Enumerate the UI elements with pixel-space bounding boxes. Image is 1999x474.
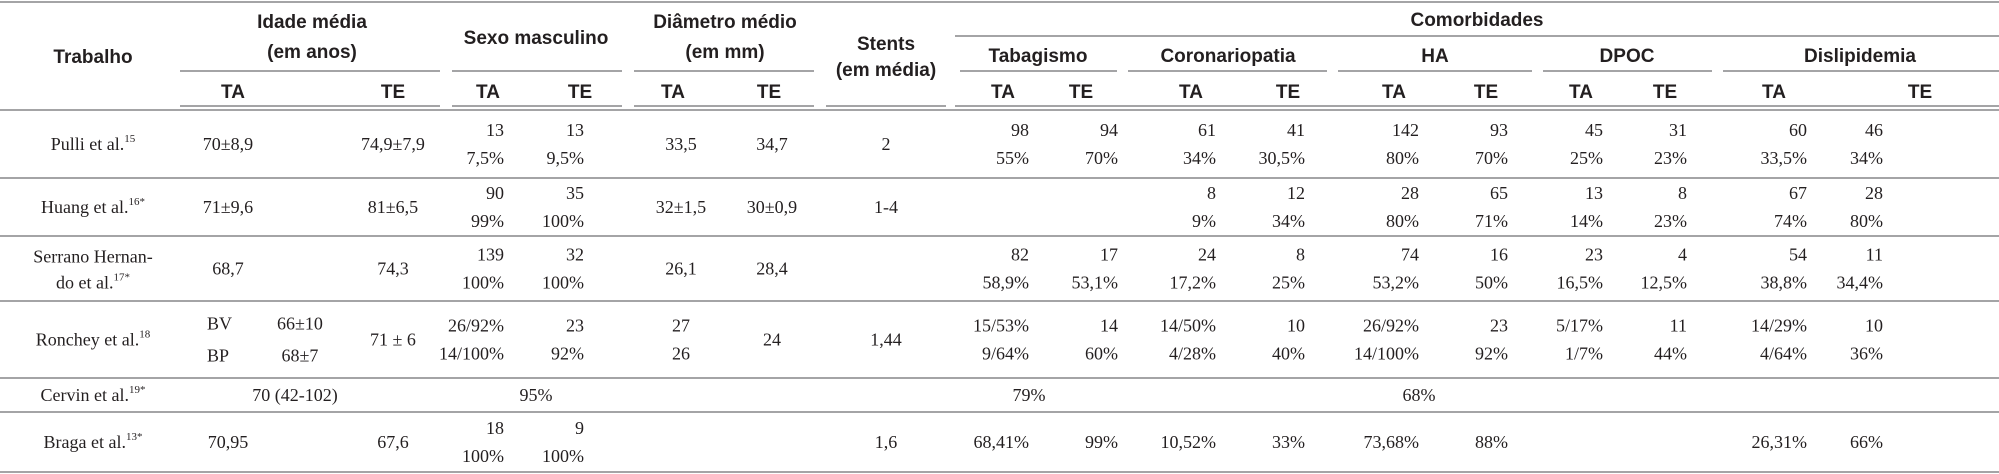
cell-trabalho: Huang et al.$^{16*}$ xyxy=(41,196,145,217)
subheader-sexo-ta: TA xyxy=(476,82,500,103)
cell-dpoc-ta-line1: 5/17% xyxy=(1556,315,1603,336)
cell-idade-ta: 68,7 xyxy=(212,258,244,279)
cell-dis-te-line1: 46 xyxy=(1865,120,1883,140)
cell-stents: 1,44 xyxy=(870,329,902,350)
cell-sexo-span: 95% xyxy=(519,385,553,405)
cell-dis-ta-line2: 33,5% xyxy=(1760,148,1807,168)
cell-comorbidades-ha-span: 68% xyxy=(1402,385,1436,405)
cell-trabalho-ref: 19* xyxy=(128,384,146,396)
cell-dis-te-line1: 28 xyxy=(1865,183,1883,203)
header-sexo: Sexo masculino xyxy=(463,28,609,49)
header-ha: HA xyxy=(1421,46,1449,67)
cell-sexo-ta-line2: 99% xyxy=(471,211,504,231)
cell-idade-bv-label: BV xyxy=(207,313,233,334)
subheader-dpoc-ta: TA xyxy=(1569,82,1593,103)
cell-cor-te-line1: 12 xyxy=(1287,183,1305,203)
table-row xyxy=(51,120,1883,168)
cell-sexo-ta-line2: 7,5% xyxy=(466,148,504,168)
cell-cor-ta-line1: 24 xyxy=(1198,244,1216,265)
cell-idade-bp-value: 68±7 xyxy=(281,345,319,366)
cell-tab-ta-line1: 82 xyxy=(1011,244,1029,265)
cell-ha-te-line2: 70% xyxy=(1475,148,1508,168)
cell-idade-ta: 70,95 xyxy=(207,432,249,452)
cell-dis-ta-line2: 38,8% xyxy=(1760,272,1807,293)
subheader-sexo-te: TE xyxy=(567,82,593,103)
cell-cor-te-line1: 10 xyxy=(1287,315,1305,336)
subheader-coronariopatia-te: TE xyxy=(1275,82,1301,103)
cell-cor-ta-line1: 14/50% xyxy=(1160,315,1216,336)
subheader-dislipidemia-te: TE xyxy=(1907,82,1933,103)
cell-cor-te-line2: 25% xyxy=(1272,272,1305,293)
cell-tab-ta-line1: 98 xyxy=(1011,120,1029,140)
cell-ha-ta-line1: 142 xyxy=(1392,120,1419,140)
cell-sexo-ta-line1: 90 xyxy=(486,183,504,203)
cell-dis-ta: 26,31% xyxy=(1751,432,1807,452)
cell-idade-span: 70 (42-102) xyxy=(252,385,338,405)
cell-comorbidades-tabagismo-span: 79% xyxy=(1012,385,1046,405)
cell-trabalho-line2: do et al.$^{17*}$ xyxy=(56,271,130,293)
cell-ha-te-line2: 50% xyxy=(1475,272,1508,293)
cell-trabalho: Serrano Hernan- xyxy=(33,246,153,267)
subheader-dpoc-te: TE xyxy=(1652,82,1678,103)
cell-ha-te-line2: 92% xyxy=(1475,343,1508,364)
cell-ha-ta-line2: 14/100% xyxy=(1354,343,1419,364)
cell-dis-te-line1: 11 xyxy=(1865,244,1883,265)
table-header xyxy=(53,10,1916,81)
cell-dis-te-line2: 36% xyxy=(1850,343,1883,364)
cell-diam-ta: 32±1,5 xyxy=(655,197,707,217)
subheader-tabagismo-te: TE xyxy=(1068,82,1094,103)
header-trabalho: Trabalho xyxy=(53,47,133,68)
cell-trabalho-ref: 16* xyxy=(128,196,145,208)
cell-dis-te-line2: 34% xyxy=(1850,148,1883,168)
cell-diam-ta-line1: 27 xyxy=(672,315,690,336)
cell-sexo-te-line2: 92% xyxy=(551,343,584,364)
cell-ha-te-line1: 93 xyxy=(1490,120,1508,140)
cell-tab-ta-line1: 15/53% xyxy=(973,315,1029,336)
table-row xyxy=(44,418,1883,466)
cell-sexo-te-line1: 35 xyxy=(566,183,584,203)
cell-sexo-ta-line2: 14/100% xyxy=(439,343,504,364)
cell-tab-ta-line2: 55% xyxy=(996,148,1029,168)
subheader-ha-te: TE xyxy=(1473,82,1499,103)
cell-ha-ta: 73,68% xyxy=(1363,432,1419,452)
cell-dis-te-line2: 80% xyxy=(1850,211,1883,231)
cell-cor-te: 33% xyxy=(1272,432,1305,452)
cell-cor-te-line2: 40% xyxy=(1272,343,1305,364)
cell-idade-ta: 71±9,6 xyxy=(202,197,254,217)
cell-dpoc-ta-line2: 25% xyxy=(1570,148,1603,168)
cell-ha-ta-line2: 53,2% xyxy=(1372,272,1419,293)
cell-sexo-te-line1: 23 xyxy=(566,315,584,336)
cell-trabalho-ref: 17* xyxy=(113,271,130,284)
cell-trabalho: Pulli et al.$^{15}$ xyxy=(50,133,136,154)
cell-ha-ta-line1: 28 xyxy=(1401,183,1419,203)
subheader-idade-te: TE xyxy=(380,82,406,103)
cell-tab-te-line1: 17 xyxy=(1100,244,1118,265)
table-row xyxy=(41,183,1883,231)
subheader-ha-ta: TA xyxy=(1382,82,1406,103)
cell-dpoc-te-line2: 44% xyxy=(1654,343,1687,364)
cell-dpoc-ta-line1: 23 xyxy=(1585,244,1603,265)
header-coronariopatia: Coronariopatia xyxy=(1160,46,1296,67)
cell-dpoc-ta-line2: 16,5% xyxy=(1556,272,1603,293)
cell-sexo-te-line1: 32 xyxy=(566,244,584,265)
header-diametro-line1: Diâmetro médio xyxy=(653,12,797,33)
cell-diam-ta: 33,5 xyxy=(665,134,697,154)
cell-sexo-ta-line1: 26/92% xyxy=(448,315,504,336)
cell-dpoc-te-line1: 31 xyxy=(1669,120,1687,140)
cell-ha-te-line1: 23 xyxy=(1490,315,1508,336)
subheader-diametro-ta: TA xyxy=(661,82,685,103)
cell-trabalho: Braga et al.$^{13*}$ xyxy=(43,431,143,452)
cell-trabalho-ref: 13* xyxy=(125,431,143,443)
cell-cor-ta-line2: 4/28% xyxy=(1169,343,1216,364)
cell-idade-te: 81±6,5 xyxy=(367,197,419,217)
cell-ha-ta-line2: 80% xyxy=(1386,211,1419,231)
cell-dis-te-line1: 10 xyxy=(1865,315,1883,336)
cell-sexo-ta-line2: 100% xyxy=(462,272,504,293)
cell-dis-ta-line2: 4/64% xyxy=(1760,343,1807,364)
cell-dis-ta-line1: 14/29% xyxy=(1751,315,1807,336)
cell-cor-te-line1: 8 xyxy=(1296,244,1305,265)
cell-ha-ta-line2: 80% xyxy=(1386,148,1419,168)
header-comorbidades: Comorbidades xyxy=(1410,10,1544,31)
cell-trabalho-ref: 18 xyxy=(139,328,151,341)
cell-cor-ta-line2: 17,2% xyxy=(1169,272,1216,293)
cell-trabalho: Ronchey et al.$^{18}$ xyxy=(35,328,151,350)
cell-idade-bv-value: 66±10 xyxy=(277,313,323,334)
table-row xyxy=(36,314,1883,366)
cell-sexo-te-line2: 100% xyxy=(542,272,584,293)
cell-sexo-ta-line1: 18 xyxy=(486,418,504,438)
cell-idade-te: 71 ± 6 xyxy=(370,329,416,350)
cell-dpoc-ta-line2: 1/7% xyxy=(1565,343,1603,364)
header-idade-line1: Idade média xyxy=(257,12,367,33)
cell-diam-te: 24 xyxy=(763,329,781,350)
cell-sexo-ta-line1: 13 xyxy=(486,120,504,140)
cell-ha-te-line1: 65 xyxy=(1490,183,1508,203)
cell-cor-ta-line2: 34% xyxy=(1183,148,1216,168)
cell-cor-ta-line1: 61 xyxy=(1198,120,1216,140)
cell-diam-ta: 26,1 xyxy=(665,258,697,279)
header-dpoc: DPOC xyxy=(1599,46,1655,67)
cell-cor-te-line2: 34% xyxy=(1272,211,1305,231)
cell-stents: 1-4 xyxy=(874,197,898,217)
cell-idade-te: 67,6 xyxy=(377,432,409,452)
cell-diam-te: 34,7 xyxy=(756,134,788,154)
cell-ha-te-line1: 16 xyxy=(1490,244,1508,265)
table-subheaders xyxy=(221,82,1932,103)
header-dislipidemia: Dislipidemia xyxy=(1804,46,1916,67)
cell-dpoc-te-line2: 23% xyxy=(1654,211,1687,231)
cell-idade-ta: 70±8,9 xyxy=(202,134,254,154)
cell-dpoc-te-line1: 4 xyxy=(1678,244,1687,265)
cell-dis-ta-line2: 74% xyxy=(1774,211,1807,231)
cell-ha-ta-line1: 74 xyxy=(1401,244,1419,265)
cell-sexo-te-line2: 100% xyxy=(542,211,584,231)
cell-ha-te-line2: 71% xyxy=(1475,211,1508,231)
cell-dis-te: 66% xyxy=(1850,432,1883,452)
cell-tab-te: 99% xyxy=(1085,432,1118,452)
cell-dpoc-ta-line1: 45 xyxy=(1585,120,1603,140)
cell-tab-te-line2: 60% xyxy=(1085,343,1118,364)
cell-diam-te: 28,4 xyxy=(756,258,788,279)
header-idade-line2: (em anos) xyxy=(267,42,357,63)
cell-dis-te-line2: 34,4% xyxy=(1836,272,1883,293)
cell-tab-ta-line2: 9/64% xyxy=(982,343,1029,364)
cell-dpoc-te-line2: 23% xyxy=(1654,148,1687,168)
cell-sexo-te-line2: 9,5% xyxy=(546,148,584,168)
cell-dpoc-ta-line2: 14% xyxy=(1570,211,1603,231)
cell-sexo-te-line2: 100% xyxy=(542,446,584,466)
cell-cor-te-line1: 41 xyxy=(1287,120,1305,140)
subheader-tabagismo-ta: TA xyxy=(991,82,1015,103)
cell-dis-ta-line1: 60 xyxy=(1789,120,1807,140)
cell-idade-bp-label: BP xyxy=(207,345,230,366)
cell-trabalho-ref: 15 xyxy=(124,133,136,145)
cell-tab-ta-line2: 58,9% xyxy=(982,272,1029,293)
cell-tab-te-line2: 53,1% xyxy=(1071,272,1118,293)
cell-sexo-te-line1: 9 xyxy=(575,418,584,438)
cell-stents: 2 xyxy=(881,134,891,154)
cell-dpoc-te-line2: 12,5% xyxy=(1640,272,1687,293)
cell-tab-ta: 68,41% xyxy=(973,432,1029,452)
header-tabagismo: Tabagismo xyxy=(988,46,1088,67)
subheader-coronariopatia-ta: TA xyxy=(1179,82,1203,103)
table-row xyxy=(41,384,1436,406)
cell-diam-te: 30±0,9 xyxy=(746,197,798,217)
cell-dpoc-te-line1: 11 xyxy=(1669,315,1687,336)
cell-sexo-ta-line1: 139 xyxy=(477,244,504,265)
cell-dis-ta-line1: 54 xyxy=(1789,244,1807,265)
header-stents-line2: (em média) xyxy=(835,60,937,81)
cell-idade-te: 74,9±7,9 xyxy=(361,134,425,154)
cell-tab-te-line2: 70% xyxy=(1085,148,1118,168)
table-row xyxy=(33,245,1883,293)
cell-dis-ta-line1: 67 xyxy=(1789,183,1807,203)
header-diametro-line2: (em mm) xyxy=(685,42,765,63)
cell-idade-te: 74,3 xyxy=(377,258,409,279)
cell-tab-te-line1: 94 xyxy=(1100,120,1118,140)
cell-ha-te: 88% xyxy=(1475,432,1508,452)
subheader-dislipidemia-ta: TA xyxy=(1762,82,1786,103)
subheader-idade-ta: TA xyxy=(221,82,245,103)
cell-cor-ta: 10,52% xyxy=(1160,432,1216,452)
cell-cor-ta-line2: 9% xyxy=(1192,211,1216,231)
cell-dpoc-te-line1: 8 xyxy=(1678,183,1687,203)
cell-sexo-ta-line2: 100% xyxy=(462,446,504,466)
subheader-diametro-te: TE xyxy=(756,82,782,103)
cell-trabalho: Cervin et al.$^{19*}$ xyxy=(40,384,146,405)
cell-sexo-te-line1: 13 xyxy=(566,120,584,140)
cell-ha-ta-line1: 26/92% xyxy=(1363,315,1419,336)
cell-stents: 1,6 xyxy=(874,432,898,452)
cell-diam-ta-line2: 26 xyxy=(672,343,690,364)
header-stents-line1: Stents xyxy=(856,34,916,55)
cell-cor-ta-line1: 8 xyxy=(1207,183,1216,203)
table-body xyxy=(33,120,1883,466)
cell-dpoc-ta-line1: 13 xyxy=(1585,183,1603,203)
cell-tab-te-line1: 14 xyxy=(1100,315,1118,336)
cell-cor-te-line2: 30,5% xyxy=(1258,148,1305,168)
